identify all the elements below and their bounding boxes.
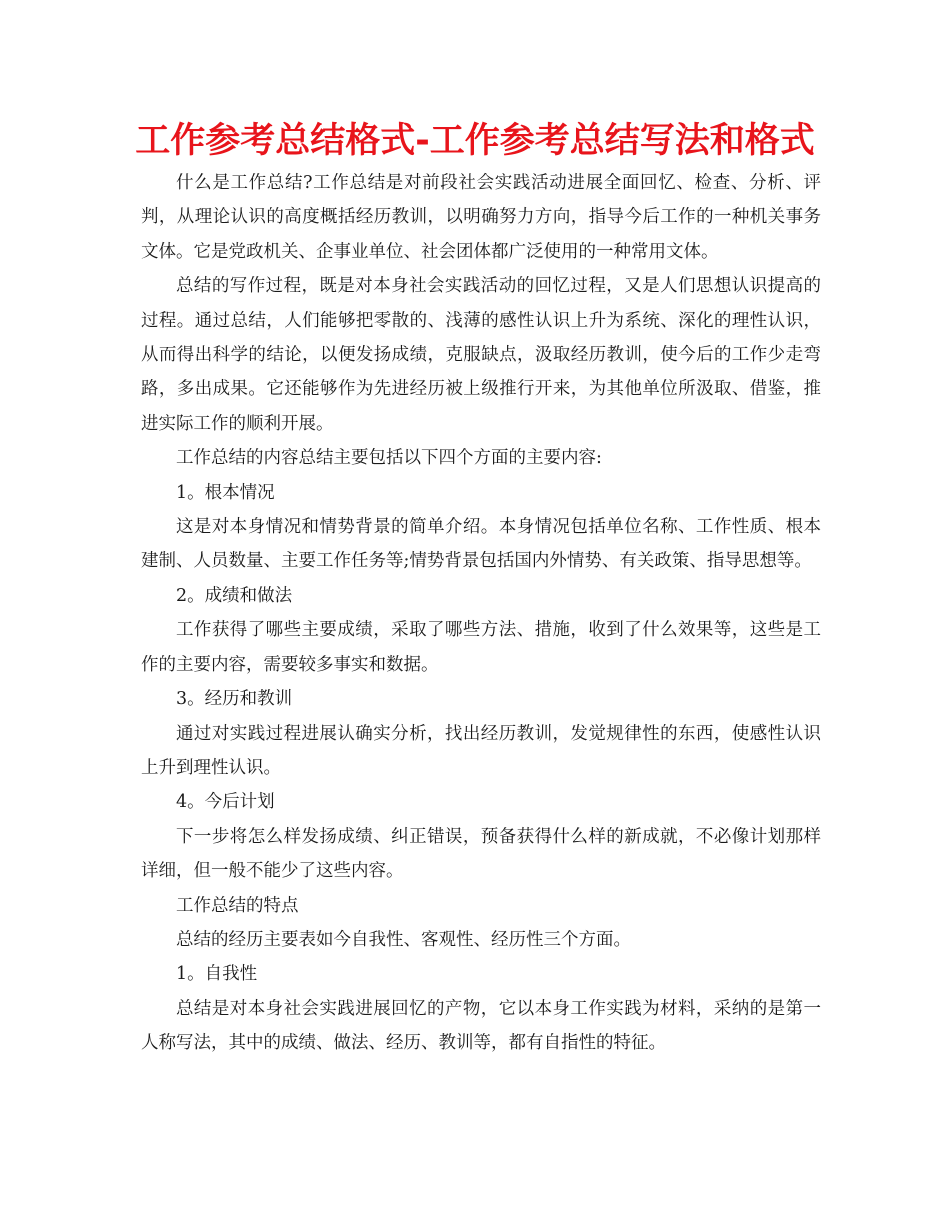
paragraph-features: 总结的经历主要表如今自我性、客观性、经历性三个方面。 xyxy=(176,929,631,950)
paragraph-future-plan: 下一步将怎么样发扬成绩、纠正错误，预备获得什么样的新成就，不必像计划那样详细，但一般不能少了这些内容。 xyxy=(141,826,821,882)
section-heading-features: 工作总结的特点 xyxy=(176,895,299,916)
paragraph-self-nature: 总结是对本身社会实践进展回忆的产物，它以本身工作实践为材料，采纳的是第一人称写法，其中的成绩、做法、经历、教训等，都有自指性的特征。 xyxy=(141,998,821,1054)
paragraph-achievements: 工作获得了哪些主要成绩，采取了哪些方法、措施，收到了什么效果等，这些是工作的主要内容，需要较多事实和数据。 xyxy=(141,620,821,675)
paragraph-writing-process: 总结的写作过程，既是对本身社会实践活动的回忆过程，又是人们思想认识提高的过程。通过总结，人们能够把零散的、浅薄的感性认识上升为系统、深化的理性认识，从而得出科学的结论，以便发扬成绩，克服缺点，汲取经历教训，使今后的工作少走弯路，多出成果。它还能够作为先进经历被上级推行开来，为其他单位所汲取、借鉴，推进实际工作的顺利开展。 xyxy=(141,276,821,434)
section-heading-experience: 3。经历和教训 xyxy=(176,689,293,710)
section-heading-achievements: 2。成绩和做法 xyxy=(176,585,293,606)
paragraph-experience: 通过对实践过程进展认确实分析，找出经历教训，发觉规律性的东西，使感性认识上升到理性认识。 xyxy=(141,723,821,778)
document-title: 工作参考总结格式-工作参考总结写法和格式 xyxy=(135,121,815,161)
document-body xyxy=(141,166,821,1061)
section-heading-basic-situation: 1。根本情况 xyxy=(176,482,275,503)
section-heading-future-plan: 4。今后计划 xyxy=(176,792,275,813)
paragraph-intro: 什么是工作总结?工作总结是对前段社会实践活动进展全面回忆、检查、分析、评判，从理论认识的高度概括经历教训，以明确努力方向，指导今后工作的一种机关事务文体。它是党政机关、企事业单位、社会团体都广泛使用的一种常用文体。 xyxy=(141,173,821,262)
section-heading-self-nature: 1。自我性 xyxy=(176,964,258,985)
paragraph-basic-situation: 这是对本身情况和情势背景的简单介绍。本身情况包括单位名称、工作性质、根本建制、人员数量、主要工作任务等;情势背景包括国内外情势、有关政策、指导思想等。 xyxy=(141,517,821,572)
paragraph-content-overview: 工作总结的内容总结主要包括以下四个方面的主要内容: xyxy=(176,448,602,469)
